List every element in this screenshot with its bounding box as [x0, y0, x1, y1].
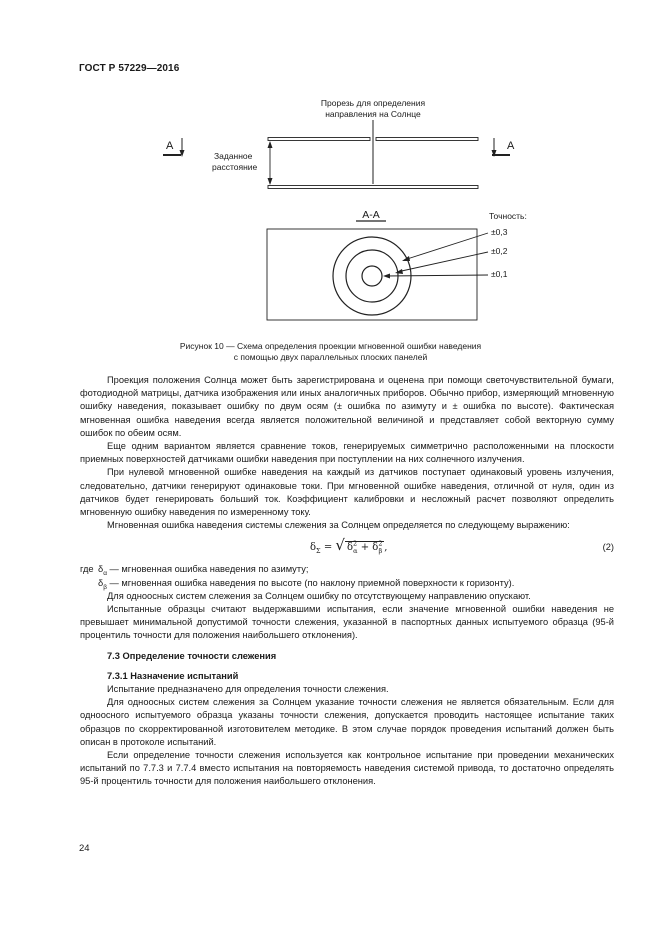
- paragraph-2: Еще одним вариантом является сравнение токов, генерируемых симметрично расположенными на плоскости приемных поверхностей датчиками ошибки наведения при поступлении на них солнечного излучения.: [80, 441, 614, 465]
- formula-term1-sub: α: [353, 547, 358, 556]
- leader-0-2: [397, 252, 488, 272]
- formula-definitions: [80, 563, 614, 589]
- figure-10-diagram: [0, 0, 661, 330]
- upper-panel-left: [268, 138, 370, 141]
- caption-line2: с помощью двух параллельных плоских панелей: [233, 352, 428, 362]
- leader-0-3: [404, 233, 488, 260]
- paragraph-5: Для одноосных систем слежения за Солнцем ошибку по отсутствующему направлению опускают.: [107, 590, 531, 601]
- definition-alpha-text: [98, 563, 308, 576]
- def-beta-desc: — мгновенная ошибка наведения по высоте (по наклону приемной поверхности к горизонту).: [106, 577, 515, 588]
- section-mark-left-arrowhead: [180, 150, 185, 157]
- formula-term2: δ: [372, 542, 379, 554]
- slit-label-line1: Прорезь для определения: [320, 98, 426, 108]
- paragraph-9: Если определение точности слежения используется как контрольное испытание при проведении механических испытаний по 7.7.3 и 7.7.4 вместо испытания на повторяемость наведения системой привода, то достаточно определять 95-й процентиль точности для положения наибольшего отклонения.: [80, 750, 614, 787]
- leader-0-1-head: [383, 274, 390, 279]
- leader-0-1: [385, 275, 488, 276]
- formula-expression: [310, 536, 388, 556]
- def-alpha-symbol: δ: [98, 564, 104, 575]
- accuracy-value-0-3: ±0,3: [491, 227, 508, 237]
- def-alpha-sub: α: [103, 570, 107, 578]
- section-mark-left-letter: A: [166, 140, 174, 152]
- formula-comma: ,: [384, 542, 388, 554]
- document-header: ГОСТ Р 57229—2016: [79, 63, 180, 74]
- page-number: 24: [79, 843, 90, 854]
- formula-term1-sq: 2: [353, 540, 358, 549]
- definition-beta-text: [98, 577, 514, 590]
- accuracy-value-0-2: ±0,2: [491, 246, 508, 256]
- def-beta-symbol: δ: [98, 577, 104, 588]
- lower-panel: [268, 186, 478, 189]
- distance-arrow-up: [268, 141, 273, 148]
- upper-panel-right: [376, 138, 478, 141]
- figure-caption: [120, 341, 541, 363]
- distance-label-line2: расстояние: [212, 162, 258, 172]
- definition-alpha: [80, 563, 614, 576]
- paragraph-3: При нулевой мгновенной ошибке наведения на каждый из датчиков поступает одинаковый уровень излучения, следовательно, датчики генерируют одинаковые токи. При мгновенной ошибке наведения, отличной от нуля, один из датчиков будет генерировать больший ток. Коэффициент калибровки и несложный расчет позволяют определить мгновенную ошибку наведения по измеренному току.: [80, 467, 614, 518]
- body-text: [80, 374, 614, 789]
- section-title: A-A: [362, 209, 380, 221]
- formula-plus: +: [360, 542, 370, 554]
- formula-term2-sq: 2: [378, 540, 383, 549]
- accuracy-value-0-1: ±0,1: [491, 269, 508, 279]
- paragraph-1: Проекция положения Солнца может быть зарегистрирована и оценена при помощи светочувствительной бумаги, фотодиодной матрицы, датчика изображения или иных аналогичных приборов. Обычно прибор, измеряющий мгновенную ошибку наведения, показывает ошибку по двум осям (± ошибка по азимуту и ± ошибка по высоте). Фактическая мгновенная ошибка наведения всегда является положительной величиной и представляет собой векторную сумму ошибок по обеим осям.: [80, 375, 614, 438]
- paragraph-7: Испытание предназначено для определения точности слежения.: [107, 684, 389, 695]
- formula-lhs-sub: Σ: [316, 547, 321, 556]
- accuracy-label: Точность:: [489, 211, 527, 221]
- def-beta-sub: β: [103, 583, 107, 591]
- formula-equals: =: [323, 542, 333, 554]
- accuracy-ring-middle: [346, 250, 398, 302]
- leader-0-2-head: [395, 269, 403, 274]
- distance-label-line1: Заданное: [214, 151, 253, 161]
- leader-0-3-head: [402, 256, 410, 261]
- sqrt-sign: √: [335, 536, 345, 555]
- formula-term1: δ: [346, 542, 353, 554]
- paragraph-4: Мгновенная ошибка наведения системы слежения за Солнцем определяется по следующему выражению:: [107, 520, 570, 531]
- caption-line1: Рисунок 10 — Схема определения проекции мгновенной ошибки наведения: [179, 341, 482, 351]
- formula-2: [80, 533, 614, 563]
- slit-label-line2: направления на Солнце: [325, 109, 421, 119]
- distance-arrow-down: [268, 178, 273, 185]
- def-alpha-desc: — мгновенная ошибка наведения по азимуту;: [106, 564, 309, 575]
- accuracy-ring-inner: [362, 266, 382, 286]
- formula-number: (2): [602, 542, 614, 553]
- section-7-3-heading: 7.3 Определение точности слежения: [107, 650, 277, 661]
- section-panel: [267, 229, 477, 320]
- sqrt-radicand: [345, 540, 384, 556]
- paragraph-8: Для одноосных систем слежения за Солнцем указание точности слежения не является обязательным. Если для одноосного испытуемого образца указаны точности слежения, допускается проводить настоящее испытание таких образцов по скорректированной изготовителем методике. В этом случае порядок проведения испытаний должен быть описан в протоколе испытаний.: [80, 697, 614, 747]
- definition-beta: [80, 577, 614, 590]
- section-7-3-1-heading: 7.3.1 Назначение испытаний: [107, 670, 239, 681]
- definitions-where: где: [80, 564, 94, 575]
- paragraph-6: Испытанные образцы считают выдержавшими испытания, если значение мгновенной ошибки наведения не превышает минимальной допустимой точности слежения, указанной в паспортных данных испытуемого образца (95-й процентиль точности для положения наибольшего отклонения).: [80, 604, 614, 641]
- accuracy-ring-outer: [333, 237, 411, 315]
- formula-lhs: δ: [310, 542, 317, 554]
- section-mark-right-arrowhead: [492, 150, 497, 157]
- section-mark-right-letter: A: [507, 140, 515, 152]
- formula-term2-sub: β: [378, 547, 383, 556]
